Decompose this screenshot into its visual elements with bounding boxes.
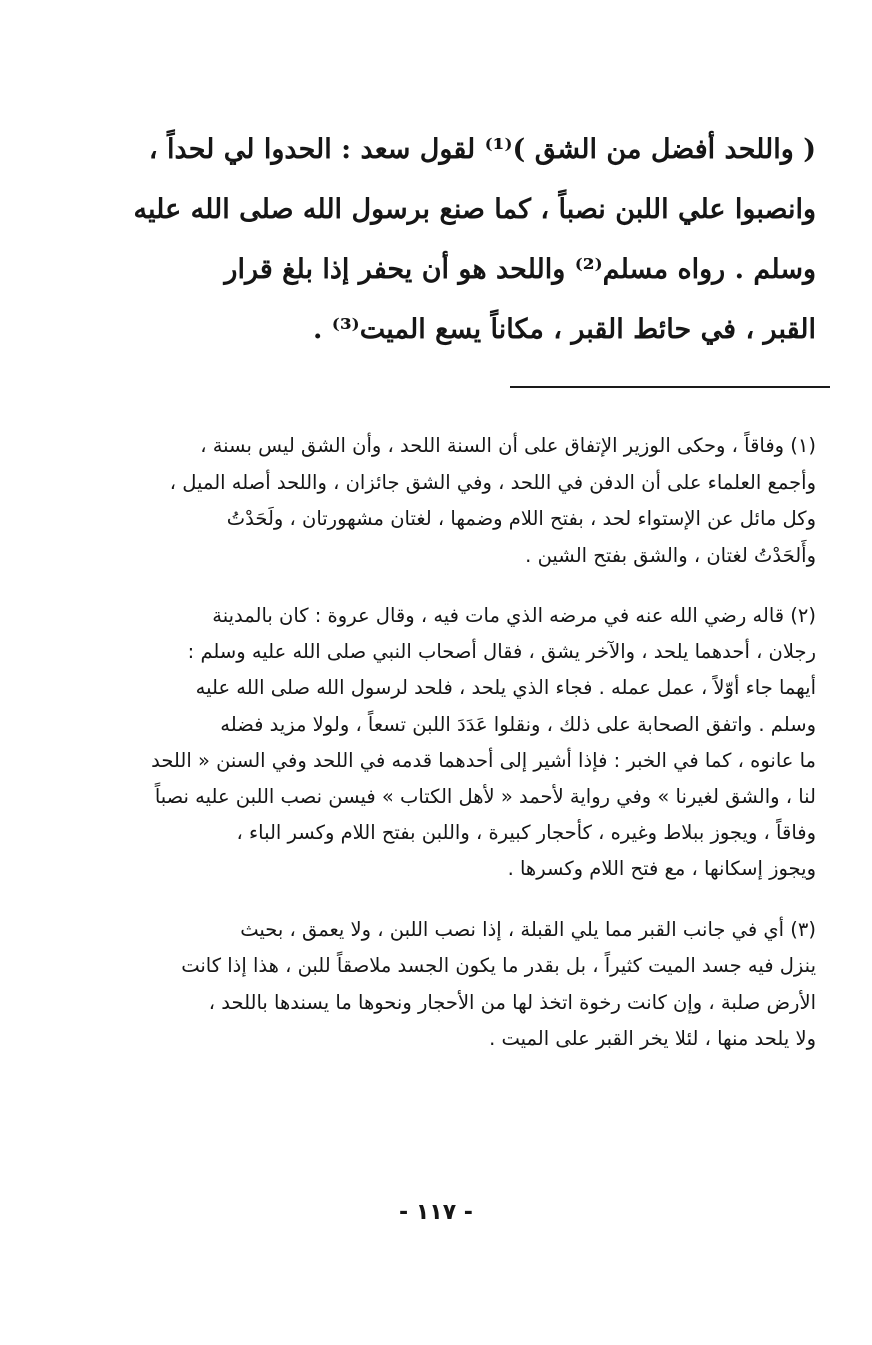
main-text-line: وانصبوا علي اللبن نصباً ، كما صنع برسول الله صلى الله عليه: [133, 194, 816, 225]
footnote-2: [100, 598, 816, 888]
footnote-line: وفاقاً ، ويجوز ببلاط وغيره ، كأحجار كبيرة ، واللبن بفتح اللام وكسر الباء ،: [236, 821, 816, 845]
footnote-line: وكل مائل عن الإستواء لحد ، بفتح اللام وضمها ، لغتان مشهورتان ، ولَحَدْتُ: [226, 507, 816, 530]
footnote-line: (٢) قاله رضي الله عنه في مرضه الذي مات فيه ، وقال عروة : كان بالمدينة: [212, 604, 816, 627]
footnote-1: [100, 428, 816, 574]
footnote-line: الأرض صلبة ، وإن كانت رخوة اتخذ لها من الأحجار ونحوها ما يسندها باللحد ،: [208, 990, 816, 1014]
footnote-line: وأَلحَدْتُ لغتان ، والشق بفتح الشين .: [525, 543, 816, 567]
footnote-line: (٣) أي في جانب القبر مما يلي القبلة ، إذا نصب اللبن ، ولا يعمق ، بحيث: [240, 917, 816, 941]
footnote-line: ما عانوه ، كما في الخبر : فإذا أشير إلى أحدهما قدمه في اللحد وفي السنن « اللحد: [151, 748, 816, 772]
footnote-line: وأجمع العلماء على أن الدفن في اللحد ، وفي الشق جائزان ، واللحد أصله الميل ،: [169, 470, 816, 494]
footnotes: [100, 428, 816, 1082]
footnote-line: ولا يلحد منها ، لئلا يخر القبر على الميت .: [489, 1027, 816, 1050]
footnote-line: رجلان ، أحدهما يلحد ، والآخر يشق ، فقال أصحاب النبي صلى الله عليه وسلم :: [187, 640, 816, 664]
main-text-line: وسلم . رواه مسلم⁽²⁾ واللحد هو أن يحفر إذا بلغ قرار: [224, 254, 816, 285]
main-text-line: القبر ، في حائط القبر ، مكاناً يسع الميت⁽³⁾ .: [313, 314, 816, 345]
page-number: - ١١٧ -: [399, 1200, 473, 1225]
footnote-line: وسلم . واتفق الصحابة على ذلك ، ونقلوا عَدَدَ اللبن تسعاً ، ولولا مزيد فضله: [220, 712, 816, 736]
main-text-line: ( واللحد أفضل من الشق )⁽¹⁾ لقول سعد : الحدوا لي لحداً ،: [148, 134, 816, 165]
footnote-divider: [510, 386, 830, 388]
footnote-line: لنا ، والشق لغيرنا » وفي رواية لأحمد « لأهل الكتاب » فيسن نصب اللبن عليه نصباً: [154, 784, 816, 808]
footnote-line: ينزل فيه جسد الميت كثيراً ، بل بقدر ما يكون الجسد ملاصقاً للبن ، هذا إذا كانت: [181, 954, 816, 977]
footnote-3: [100, 912, 816, 1058]
main-text: [100, 120, 816, 360]
footnote-line: (١) وفاقاً ، وحكى الوزير الإتفاق على أن السنة اللحد ، وأن الشق ليس بسنة ،: [200, 434, 816, 457]
footnote-line: ويجوز إسكانها ، مع فتح اللام وكسرها .: [507, 857, 816, 881]
footnote-line: أيهما جاء أوّلاً ، عمل عمله . فجاء الذي يلحد ، فلحد لرسول الله صلى الله عليه: [195, 676, 816, 700]
